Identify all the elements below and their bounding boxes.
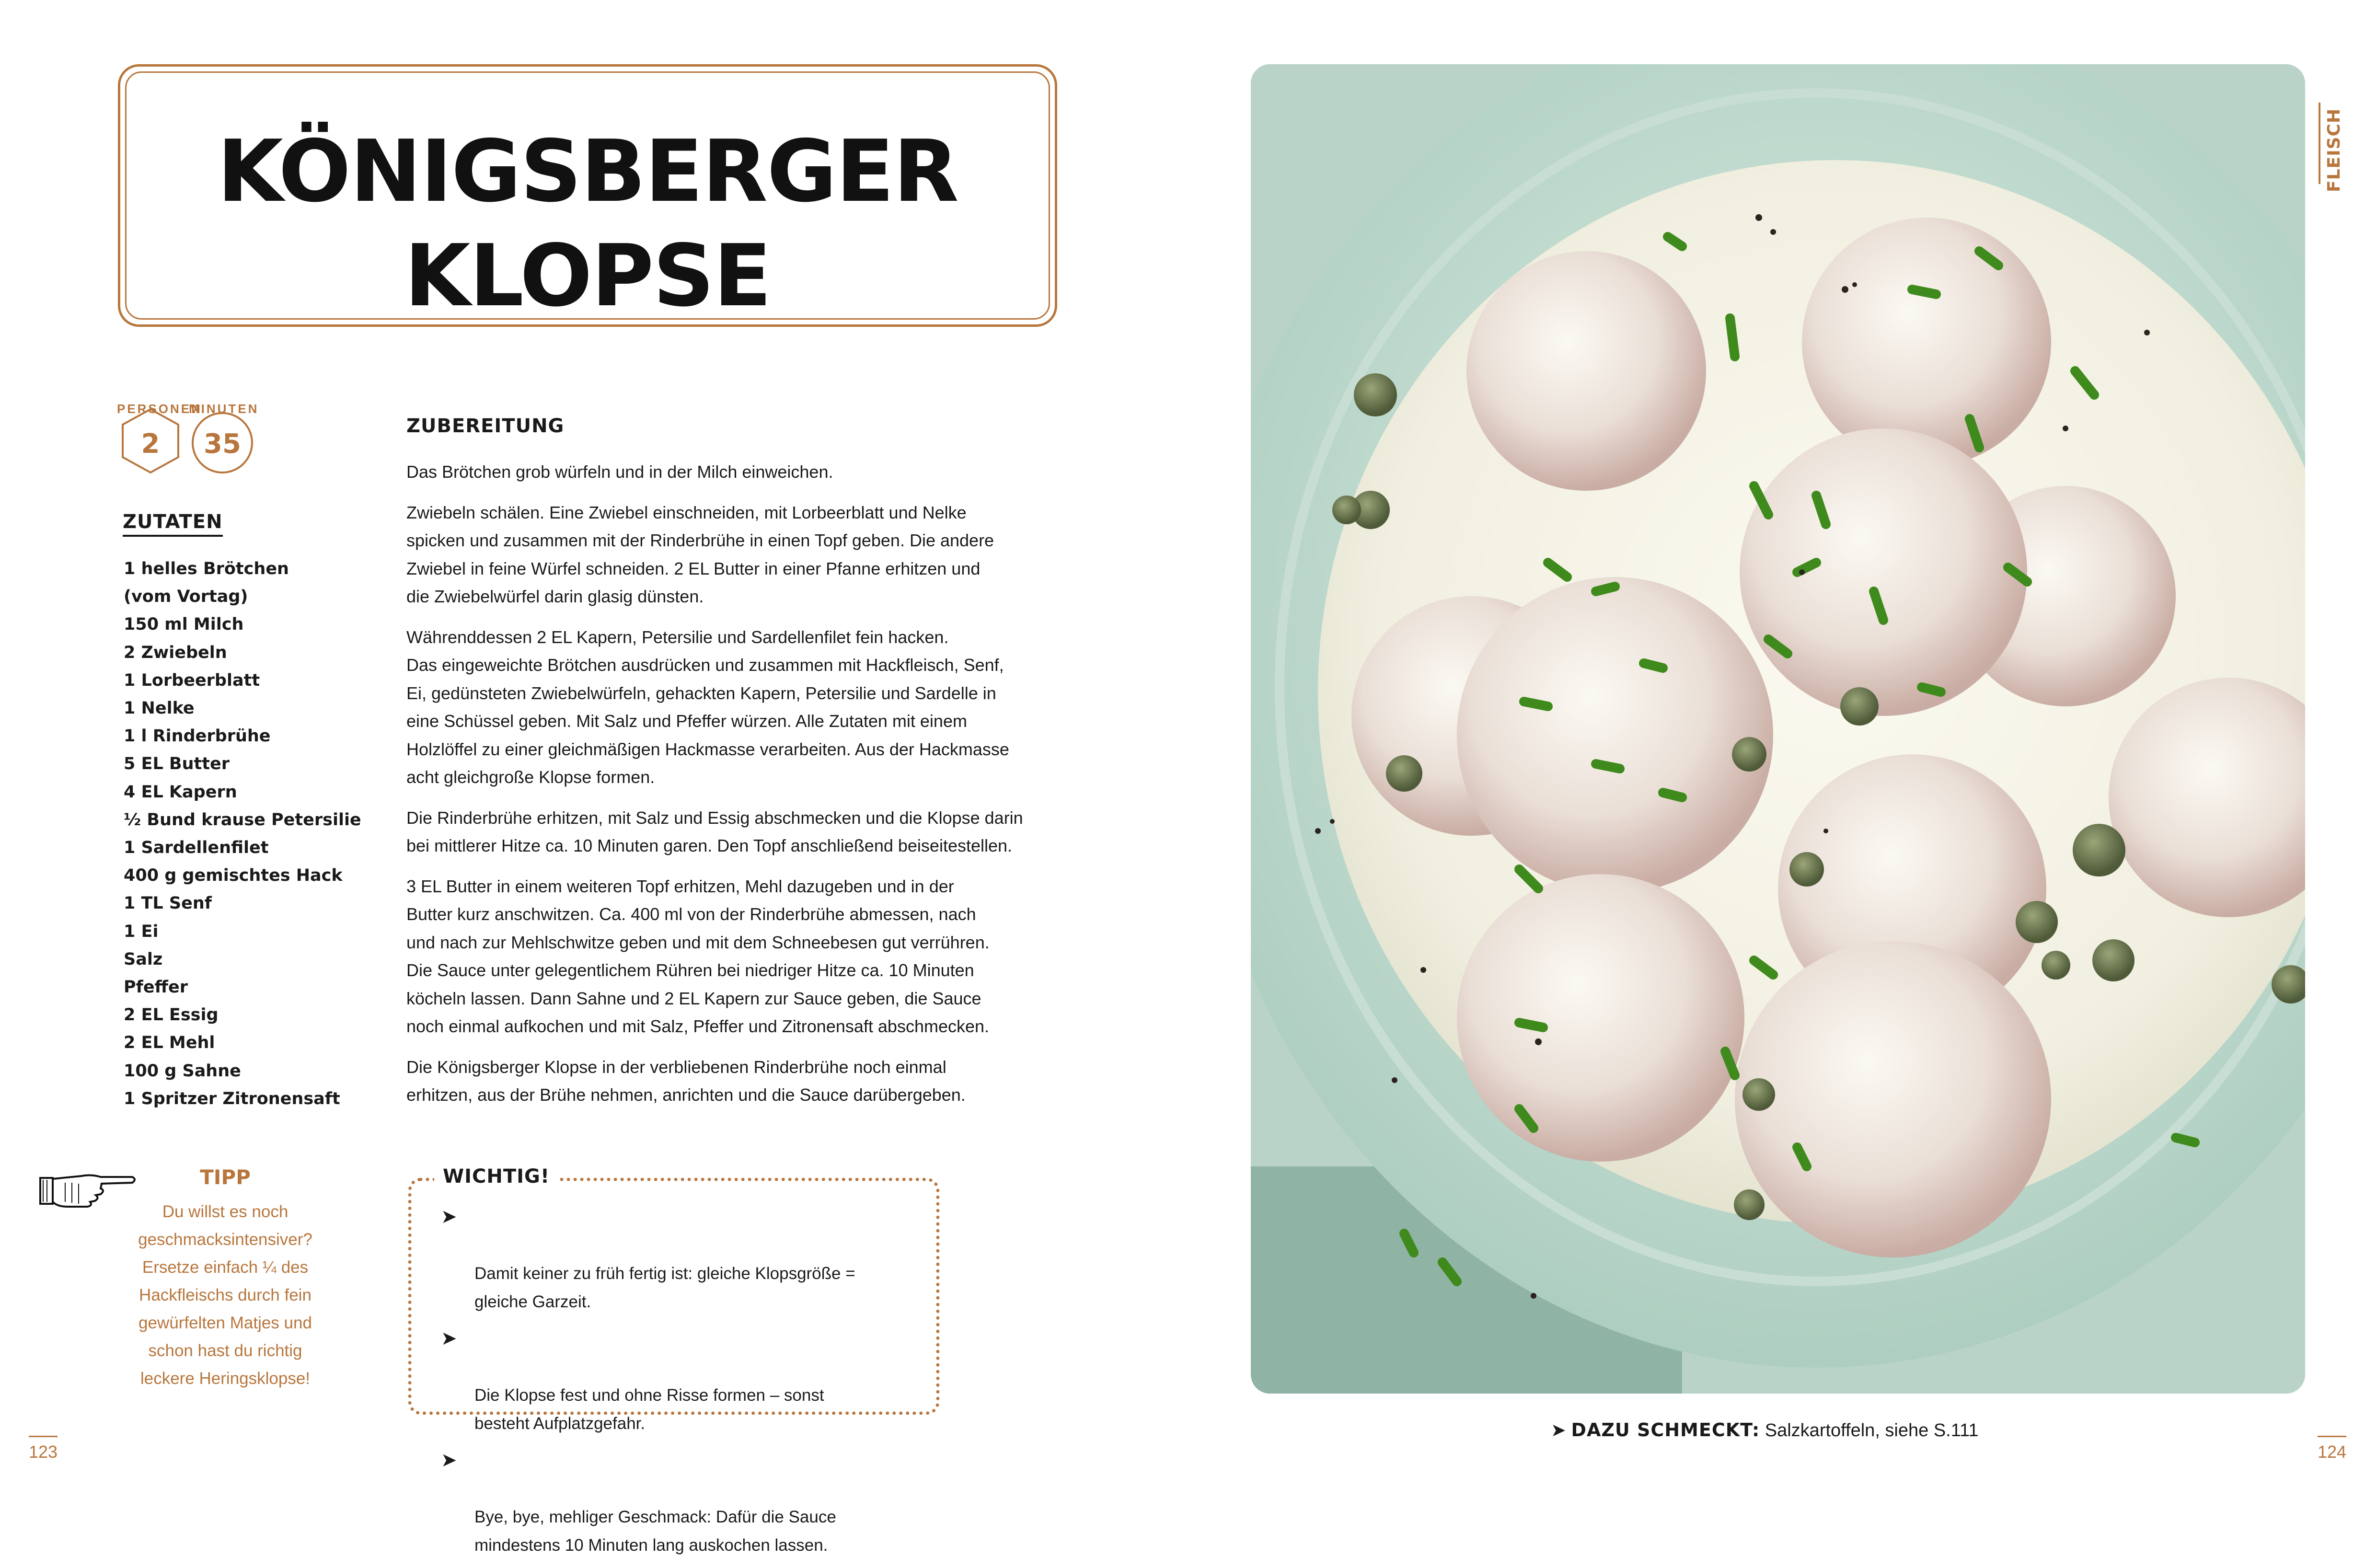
arrow-bullet-icon: ➤ bbox=[441, 1328, 457, 1349]
meatballs-in-sauce-illustration bbox=[1251, 64, 2305, 1394]
important-item-text: Bye, bye, mehliger Geschmack: Dafür die Sauce mindestens 10 Minuten lang auskochen lassen. bbox=[474, 1508, 836, 1555]
preparation-text bbox=[406, 458, 1029, 1122]
ingredient-item: ½ Bund krause Petersilie bbox=[124, 810, 361, 830]
ingredient-item: 2 EL Mehl bbox=[124, 1033, 215, 1053]
recipe-title bbox=[120, 119, 1055, 328]
serving-suggestion bbox=[1551, 1419, 1978, 1441]
ingredient-item: 150 ml Milch bbox=[124, 615, 244, 634]
ingredient-item: 1 Nelke bbox=[124, 699, 195, 718]
arrow-bullet-icon: ➤ bbox=[441, 1450, 457, 1471]
important-item bbox=[441, 1325, 920, 1438]
ingredient-item: 1 TL Senf bbox=[124, 894, 212, 913]
preparation-step: Das Brötchen grob würfeln und in der Milch einweichen. bbox=[406, 462, 833, 482]
preparation-heading: ZUBEREITUNG bbox=[406, 415, 565, 437]
ingredient-item: Salz bbox=[124, 949, 163, 969]
title-frame bbox=[118, 64, 1057, 327]
preparation-step: Die Königsberger Klopse in der verbliebenen Rinderbrühe noch einmal erhitzen, aus der Brühe nehmen, anrichten und die Sauce darübergeben. bbox=[406, 1057, 966, 1105]
tip-text: Du willst es noch geschmacksintensiver? Ersetze einfach ¼ des Hackfleischs durch fein gewürfelten Matjes und schon hast du richtig leckere Heringsklopse! bbox=[138, 1202, 312, 1388]
recipe-title-line1: KÖNIGSBERGER bbox=[217, 122, 958, 221]
important-item-text: Die Klopse fest und ohne Risse formen – sonst besteht Aufplatzgefahr. bbox=[474, 1386, 824, 1433]
important-item-text: Damit keiner zu früh fertig ist: gleiche Klopsgröße = gleiche Garzeit. bbox=[474, 1264, 855, 1311]
arrow-bullet-icon: ➤ bbox=[441, 1206, 457, 1227]
persons-value: 2 bbox=[141, 428, 160, 460]
important-item bbox=[441, 1446, 920, 1559]
serving-lead: DAZU SCHMECKT: bbox=[1571, 1419, 1760, 1441]
minutes-label: MINUTEN bbox=[189, 402, 259, 416]
ingredient-item: 1 helles Brötchen bbox=[124, 559, 289, 578]
ingredient-item: 4 EL Kapern bbox=[124, 782, 237, 802]
persons-label: PERSONEN bbox=[117, 402, 202, 416]
page-number-left: 123 bbox=[29, 1436, 58, 1462]
arrow-icon: ➤ bbox=[1551, 1420, 1566, 1441]
category-label: FLEISCH bbox=[2324, 108, 2344, 192]
recipe-badges bbox=[117, 402, 261, 487]
ingredient-item: 400 g gemischtes Hack bbox=[124, 866, 343, 886]
serving-text: Salzkartoffeln, siehe S.111 bbox=[1760, 1420, 1979, 1441]
ingredient-item: 1 Lorbeerblatt bbox=[124, 670, 260, 690]
ingredient-item: 1 l Rinderbrühe bbox=[124, 726, 271, 746]
tip-heading: TIPP bbox=[200, 1165, 251, 1189]
category-tab bbox=[2319, 103, 2344, 192]
important-list bbox=[441, 1203, 920, 1568]
minutes-value: 35 bbox=[204, 428, 241, 460]
ingredient-item: 1 Spritzer Zitronensaft bbox=[124, 1089, 340, 1108]
ingredients-list bbox=[124, 555, 363, 1113]
ingredient-item: 1 Sardellenfilet bbox=[124, 838, 269, 858]
ingredient-item: 2 Zwiebeln bbox=[124, 643, 227, 662]
ingredient-item: 1 Ei bbox=[124, 922, 159, 941]
preparation-step: 3 EL Butter in einem weiteren Topf erhitzen, Mehl dazugeben und in der Butter kurz anschwitzen. Ca. 400 ml von der Rinderbrühe abmessen, nach und nach zur Mehlschwitze geben und mit dem Schneebesen gut verrühren. Die Sauce unter gelegentlichem Rühren bei niedriger Hitze ca. 10 Minuten köcheln lassen. Dann Sahne und 2 EL Kapern zur Sauce geben, die Sauce noch einmal aufkochen und mit Salz, Pfeffer und Zitronensaft abschmecken. bbox=[406, 876, 990, 1036]
recipe-title-line2: KLOPSE bbox=[404, 226, 771, 325]
minutes-badge bbox=[189, 402, 259, 477]
important-item bbox=[441, 1203, 920, 1316]
ingredient-item: (vom Vortag) bbox=[124, 587, 248, 607]
ingredient-item: 2 EL Essig bbox=[124, 1005, 219, 1025]
dish-photo bbox=[1251, 64, 2305, 1394]
page-number-right: 124 bbox=[2318, 1436, 2346, 1462]
ingredients-heading: ZUTATEN bbox=[123, 511, 223, 537]
preparation-step: Zwiebeln schälen. Eine Zwiebel einschneiden, mit Lorbeerblatt und Nelke spicken und zusammen mit der Rinderbrühe in einen Topf geben. Die andere Zwiebel in feine Würfel schneiden. 2 EL Butter in einer Pfanne erhitzen und die Zwiebelwürfel darin glasig dünsten. bbox=[406, 502, 994, 606]
ingredient-item: Pfeffer bbox=[124, 978, 188, 997]
ingredient-item: 5 EL Butter bbox=[124, 754, 230, 774]
preparation-step: Währenddessen 2 EL Kapern, Petersilie und Sardellenfilet fein hacken. Das eingeweichte Brötchen ausdrücken und zusammen mit Hackfleisch, Senf, Ei, gedünsteten Zwiebelwürfeln, gehackten Kapern, Petersilie und Sardelle in eine Schüssel geben. Mit Salz und Pfeffer würzen. Alle Zutaten mit einem Holzlöffel zu einer gleichmäßigen Hackmasse verarbeiten. Aus der Hackmasse acht gleichgroße Klopse formen. bbox=[406, 627, 1009, 787]
ingredient-item: 100 g Sahne bbox=[124, 1061, 241, 1081]
preparation-step: Die Rinderbrühe erhitzen, mit Salz und Essig abschmecken und die Klopse darin bei mittlerer Hitze ca. 10 Minuten garen. Den Topf anschließend beiseitestellen. bbox=[406, 807, 1023, 855]
persons-badge bbox=[117, 402, 202, 477]
important-heading: WICHTIG! bbox=[434, 1165, 558, 1188]
